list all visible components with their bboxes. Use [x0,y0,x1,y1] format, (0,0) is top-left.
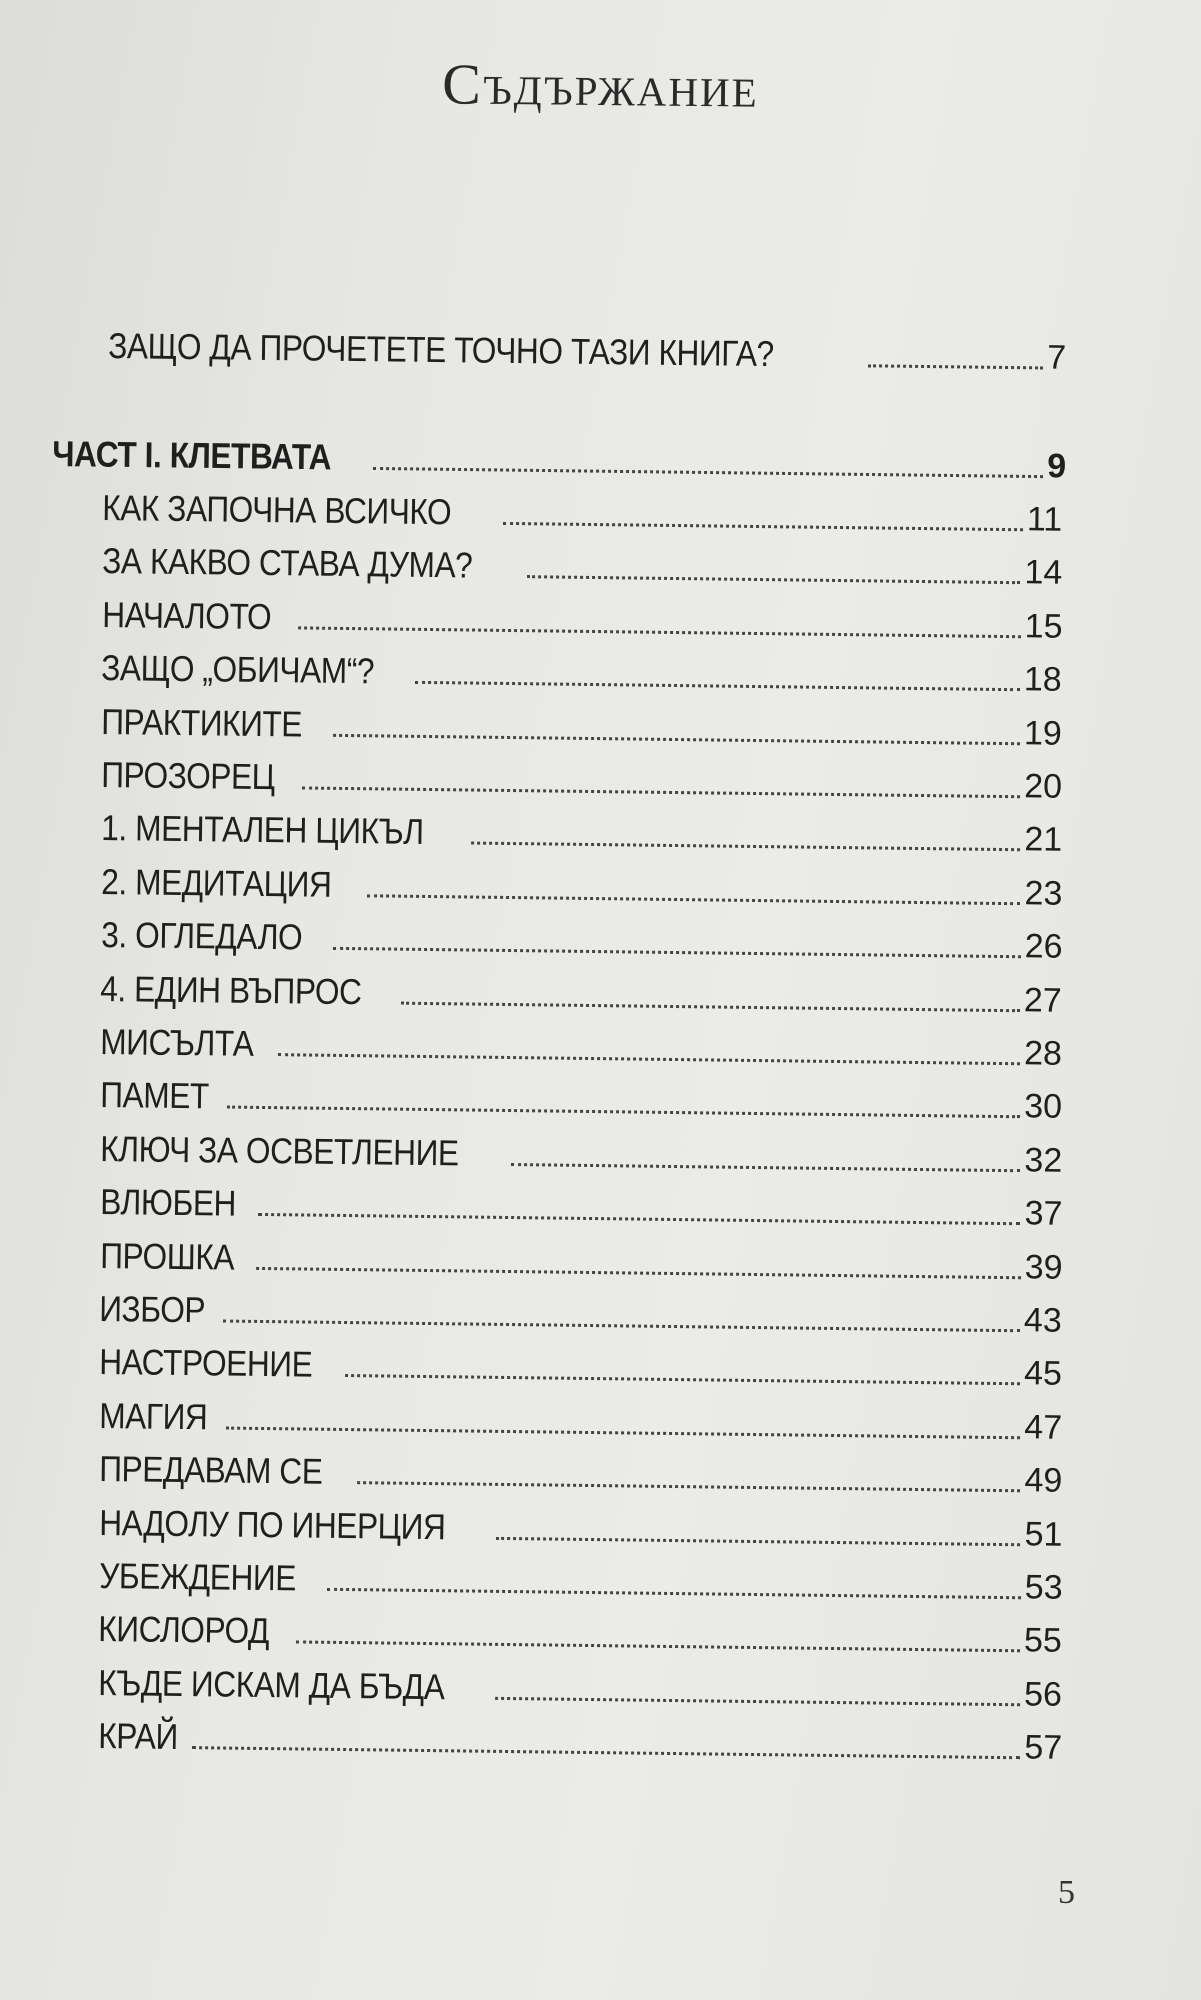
leader-dots [373,467,1043,478]
toc-part-heading [52,430,1066,486]
toc-entry [102,537,1063,593]
toc-entry-label: МИСЪЛТА [100,1021,254,1064]
leader-dots [496,1697,1021,1706]
toc-entry [98,1712,1062,1768]
toc-entry-label: КЪДЕ ИСКАМ ДА БЪДА [98,1661,445,1708]
leader-dots [224,1320,1020,1333]
leader-dots [496,1536,1020,1545]
toc-entry [102,484,1062,540]
leader-dots [228,1106,1021,1119]
toc-entry-page: 26 [1024,927,1063,966]
toc-entry-label: ПРЕДАВАМ СЕ [98,1448,323,1492]
leader-dots [366,894,1020,905]
toc-entry [100,1232,1063,1288]
toc-entry [102,591,1063,647]
leader-dots [527,576,1021,585]
toc-entry [101,751,1062,807]
toc-entry-page: 21 [1024,820,1063,860]
toc-entry [101,644,1062,700]
toc-entry-label: 4. ЕДИН ВЪПРОС [100,967,363,1012]
leader-dots [258,1213,1020,1225]
toc-entry-label: НАЧАЛОТО [101,593,272,637]
toc-entry-page: 39 [1024,1247,1063,1287]
toc-entry-label: ЗА КАКВО СТАВА ДУМА? [101,540,473,586]
toc-entry-page: 55 [1024,1621,1063,1661]
toc-entry-page: 53 [1024,1568,1063,1607]
toc-entry-label: МАГИЯ [99,1394,208,1438]
toc-entry-label: 1. МЕНТАЛЕН ЦИКЪЛ [100,807,424,853]
toc-entry-label: УБЕЖДЕНИЕ [98,1555,296,1599]
toc-entry [100,1071,1062,1127]
toc-part-page: 9 [1047,447,1067,486]
toc-entry-intro [108,322,1066,378]
toc-part-label: ЧАСТ I. КЛЕТВАТА [52,433,332,478]
toc-entry [100,1178,1063,1234]
toc-entry-page: 49 [1024,1461,1063,1500]
toc-entry-label: ПРАКТИКИТЕ [101,700,303,745]
toc-entry [100,1018,1062,1074]
toc-entry-label: КРАЙ [98,1715,179,1758]
toc-entry-page: 56 [1024,1675,1063,1714]
toc-entry [101,804,1062,860]
toc-entry-page: 7 [1047,338,1067,377]
leader-dots [471,842,1020,852]
toc-entry-page: 37 [1024,1194,1063,1233]
toc-entry-page: 23 [1024,874,1063,913]
page-title: Съдържание [441,51,760,120]
toc-entry-page: 45 [1024,1354,1063,1394]
toc-entry-label: ПРОЗОРЕЦ [101,754,276,798]
toc-entry [99,1338,1062,1394]
leader-dots [357,1481,1021,1492]
toc-entry-page: 27 [1024,980,1063,1020]
toc-entry [99,1552,1063,1608]
leader-dots [868,364,1043,369]
toc-entry-page: 14 [1024,553,1063,593]
toc-entry-page: 32 [1024,1141,1063,1180]
page-number: 5 [1058,1874,1075,1911]
toc-entry [100,1125,1063,1181]
toc-entry-page: 20 [1024,767,1063,806]
leader-dots [278,1053,1020,1065]
toc-entry-label: ЗАЩО ДА ПРОЧЕТЕТЕ ТОЧНО ТАЗИ КНИГА? [108,325,774,375]
leader-dots [298,626,1020,638]
toc-entry-label: ЗАЩО „ОБИЧАМ“? [101,647,375,692]
toc-entry-label: 2. МЕДИТАЦИЯ [100,860,332,905]
toc-entry [98,1659,1062,1715]
leader-dots [334,733,1021,744]
toc-entry-label: КИСЛОРОД [98,1608,270,1652]
toc-entry [98,1605,1062,1661]
toc-entry-label: НАДОЛУ ПО ИНЕРЦИЯ [98,1501,446,1547]
leader-dots [226,1426,1020,1439]
toc-entry-page: 57 [1024,1728,1063,1767]
leader-dots [326,1588,1020,1599]
toc-entry-label: ИЗБОР [99,1288,206,1331]
toc-entry-page: 47 [1024,1408,1063,1447]
toc-entry-label: КАК ЗАПОЧНА ВСИЧКО [102,487,452,533]
leader-dots [503,522,1023,531]
leader-dots [416,681,1021,691]
toc-entry-page: 30 [1024,1087,1063,1127]
toc-entry-page: 43 [1024,1301,1063,1340]
leader-dots [333,947,1020,958]
leader-dots [511,1163,1020,1172]
toc-entry-page: 18 [1024,660,1063,699]
leader-dots [297,1641,1021,1653]
toc-entry-page: 28 [1024,1034,1063,1073]
toc-entry-label: ВЛЮБЕН [99,1181,236,1224]
toc-entry-page: 15 [1024,607,1063,646]
leader-dots [256,1267,1020,1279]
toc-entry [101,698,1062,754]
toc-entry-page: 51 [1024,1514,1063,1554]
toc-entry-label: 3. ОГЛЕДАЛО [100,914,303,958]
toc-entry [99,1445,1063,1501]
toc-entry [101,911,1063,967]
leader-dots [401,1001,1020,1012]
toc-entry [100,965,1062,1021]
toc-entry-label: ПРОШКА [99,1234,234,1278]
toc-entry [101,858,1063,914]
leader-dots [345,1374,1020,1385]
toc-entry [99,1285,1062,1341]
leader-dots [193,1746,1021,1759]
toc-entry-label: КЛЮЧ ЗА ОСВЕТЛЕНИЕ [99,1127,459,1174]
leader-dots [302,786,1020,798]
toc-entry [99,1392,1062,1448]
toc-entry-page: 19 [1024,713,1063,753]
toc-entry-label: ПАМЕТ [100,1074,210,1117]
toc-entry-label: НАСТРОЕНИЕ [99,1341,313,1385]
toc-entry [99,1499,1063,1555]
toc-entry-page: 11 [1026,500,1063,539]
